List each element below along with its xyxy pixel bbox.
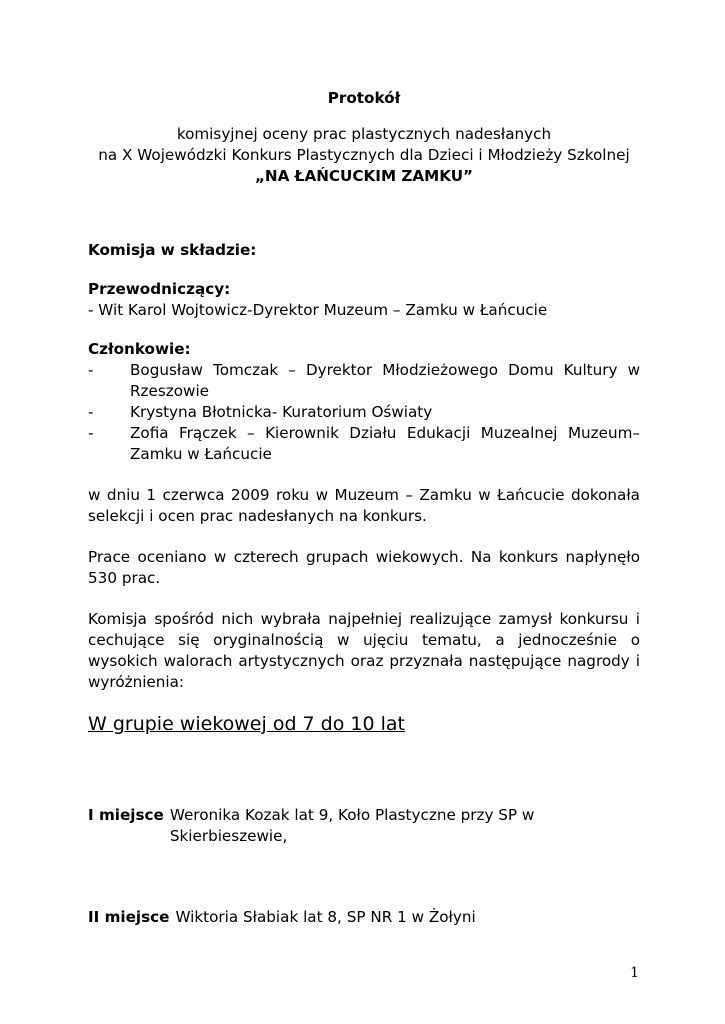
member-dash: - bbox=[88, 424, 94, 442]
member-item bbox=[88, 360, 640, 402]
paragraph-groups: Prace oceniano w czterech grupach wiekowych. Na konkurs napłynęło 530 prac. bbox=[88, 548, 640, 587]
member-text: Zofia Frączek – Kierownik Działu Edukacji Muzealnej Muzeum– Zamku w Łańcucie bbox=[130, 424, 640, 463]
contest-name: „NA ŁAŃCUCKIM ZAMKU” bbox=[254, 167, 474, 185]
document-subtitle bbox=[88, 124, 640, 187]
document-title: Protokół bbox=[327, 89, 401, 107]
award-place-text: Wiktoria Słabiak lat 8, SP NR 1 w Żołyni bbox=[175, 908, 476, 926]
subtitle-line-2: na X Wojewódzki Konkurs Plastycznych dla Dzieci i Młodzieży Szkolnej bbox=[98, 146, 630, 164]
chair-heading: Przewodniczący: bbox=[88, 280, 231, 298]
member-dash: - bbox=[88, 361, 94, 379]
member-dash: - bbox=[88, 403, 94, 421]
award-place-1 bbox=[88, 805, 640, 847]
award-place-2 bbox=[88, 907, 640, 928]
subtitle-line-1: komisyjnej oceny prac plastycznych nadesłanych bbox=[176, 125, 552, 143]
members-heading: Członkowie: bbox=[88, 340, 191, 358]
document-page bbox=[88, 80, 640, 928]
award-place-label: I miejsce bbox=[88, 806, 164, 824]
chair-text: - Wit Karol Wojtowicz-Dyrektor Muzeum – Zamku w Łańcucie bbox=[88, 301, 548, 319]
member-item bbox=[88, 402, 640, 423]
page-number: 1 bbox=[630, 965, 639, 981]
chair-section bbox=[88, 279, 640, 321]
paragraph-selection: w dniu 1 czerwca 2009 roku w Muzeum – Zamku w Łańcucie dokonała selekcji i ocen prac nadesłanych na konkurs. bbox=[88, 486, 640, 525]
paragraph-awards: Komisja spośród nich wybrała najpełniej realizujące zamysł konkursu i cechujące się oryginalnością w ujęciu tematu, a jednocześnie o wysokich walorach artystycznych oraz przyznała następujące nagrody i wyróżnienia: bbox=[88, 610, 640, 691]
members-section bbox=[88, 339, 640, 465]
age-group-heading: W grupie wiekowej od 7 do 10 lat bbox=[88, 713, 405, 735]
members-list bbox=[88, 360, 640, 465]
member-text: Bogusław Tomczak – Dyrektor Młodzieżowego Domu Kultury w Rzeszowie bbox=[130, 361, 640, 400]
member-item bbox=[88, 423, 640, 465]
commission-heading: Komisja w składzie: bbox=[88, 241, 257, 259]
award-place-label: II miejsce bbox=[88, 908, 170, 926]
member-text: Krystyna Błotnicka- Kuratorium Oświaty bbox=[130, 403, 433, 421]
award-place-text: Weronika Kozak lat 9, Koło Plastyczne przy SP w Skierbieszewie, bbox=[169, 806, 535, 845]
